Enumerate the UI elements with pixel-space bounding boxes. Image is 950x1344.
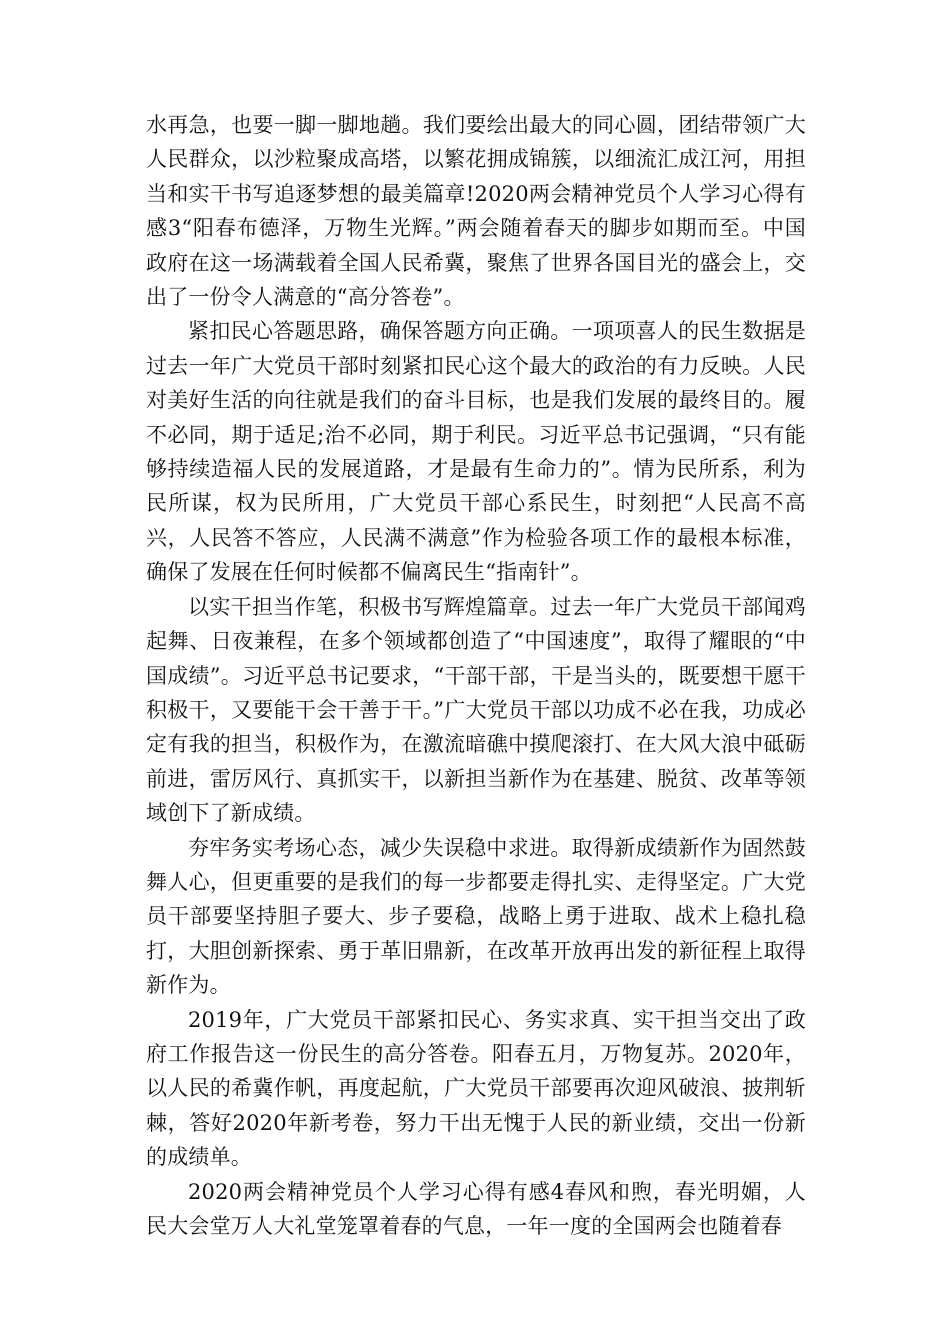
paragraph-continuation: 水再急，也要一脚一脚地趟。我们要绘出最大的同心圆，团结带领广大人民群众，以沙粒聚成高塔，以繁花拥成锦簇，以细流汇成江河，用担当和实干书写追逐梦想的最美篇章!2020两会精神党员个人学习心得有感3“阳春布德泽，万物生光辉。”两会随着春天的脚步如期而至。中国政府在这一场满载着全国人民希冀，聚焦了世界各国目光的盛会上，交出了一份令人满意的“高分答卷”。 [146,113,806,310]
document-body [146,108,806,1243]
paragraph-pragmatic-mindset: 夯牢务实考场心态，减少失误稳中求进。取得新成绩新作为固然鼓舞人心，但更重要的是我们的每一步都要走得扎实、走得坚定。广大党员干部要坚持胆子要大、步子要稳，战略上勇于进取、战术上稳扎稳打，大胆创新探索、勇于革旧鼎新，在改革开放再出发的新征程上取得新作为。 [146,835,806,998]
paragraph-2019-summary: 2019年，广大党员干部紧扣民心、务实求真、实干担当交出了政府工作报告这一份民生的高分答卷。阳春五月，万物复苏。2020年，以人民的希冀作帆，再度起航，广大党员干部要再次迎风破浪、披荆斩棘，答好2020年新考卷，努力干出无愧于人民的新业绩，交出一份新的成绩单。 [146,1007,806,1170]
paragraph-people-centered: 紧扣民心答题思路，确保答题方向正确。一项项喜人的民生数据是过去一年广大党员干部时刻紧扣民心这个最大的政治的有力反映。人民对美好生活的向往就是我们的奋斗目标，也是我们发展的最终目的。履不必同，期于适足;治不必同，期于利民。习近平总书记强调，“只有能够持续造福人民的发展道路，才是最有生命力的”。情为民所系，利为民所谋，权为民所用，广大党员干部心系民生，时刻把“人民高不高兴，人民答不答应，人民满不满意”作为检验各项工作的最根本标准，确保了发展在任何时候都不偏离民生“指南针”。 [146,319,806,585]
paragraph-hard-work: 以实干担当作笔，积极书写辉煌篇章。过去一年广大党员干部闻鸡起舞、日夜兼程，在多个领域都创造了“中国速度”，取得了耀眼的“中国成绩”。习近平总书记要求，“干部干部，干是当头的，既要想干愿干积极干，又要能干会干善于干。”广大党员干部以功成不必在我，功成必定有我的担当，积极作为，在激流暗礁中摸爬滚打、在大风大浪中砥砺前进，雷厉风行、真抓实干，以新担当新作为在基建、脱贫、改革等领域创下了新成绩。 [146,594,806,826]
paragraph-essay-4-start: 2020两会精神党员个人学习心得有感4春风和煦，春光明媚，人民大会堂万人大礼堂笼罩着春的气息，一年一度的全国两会也随着春 [146,1179,806,1238]
